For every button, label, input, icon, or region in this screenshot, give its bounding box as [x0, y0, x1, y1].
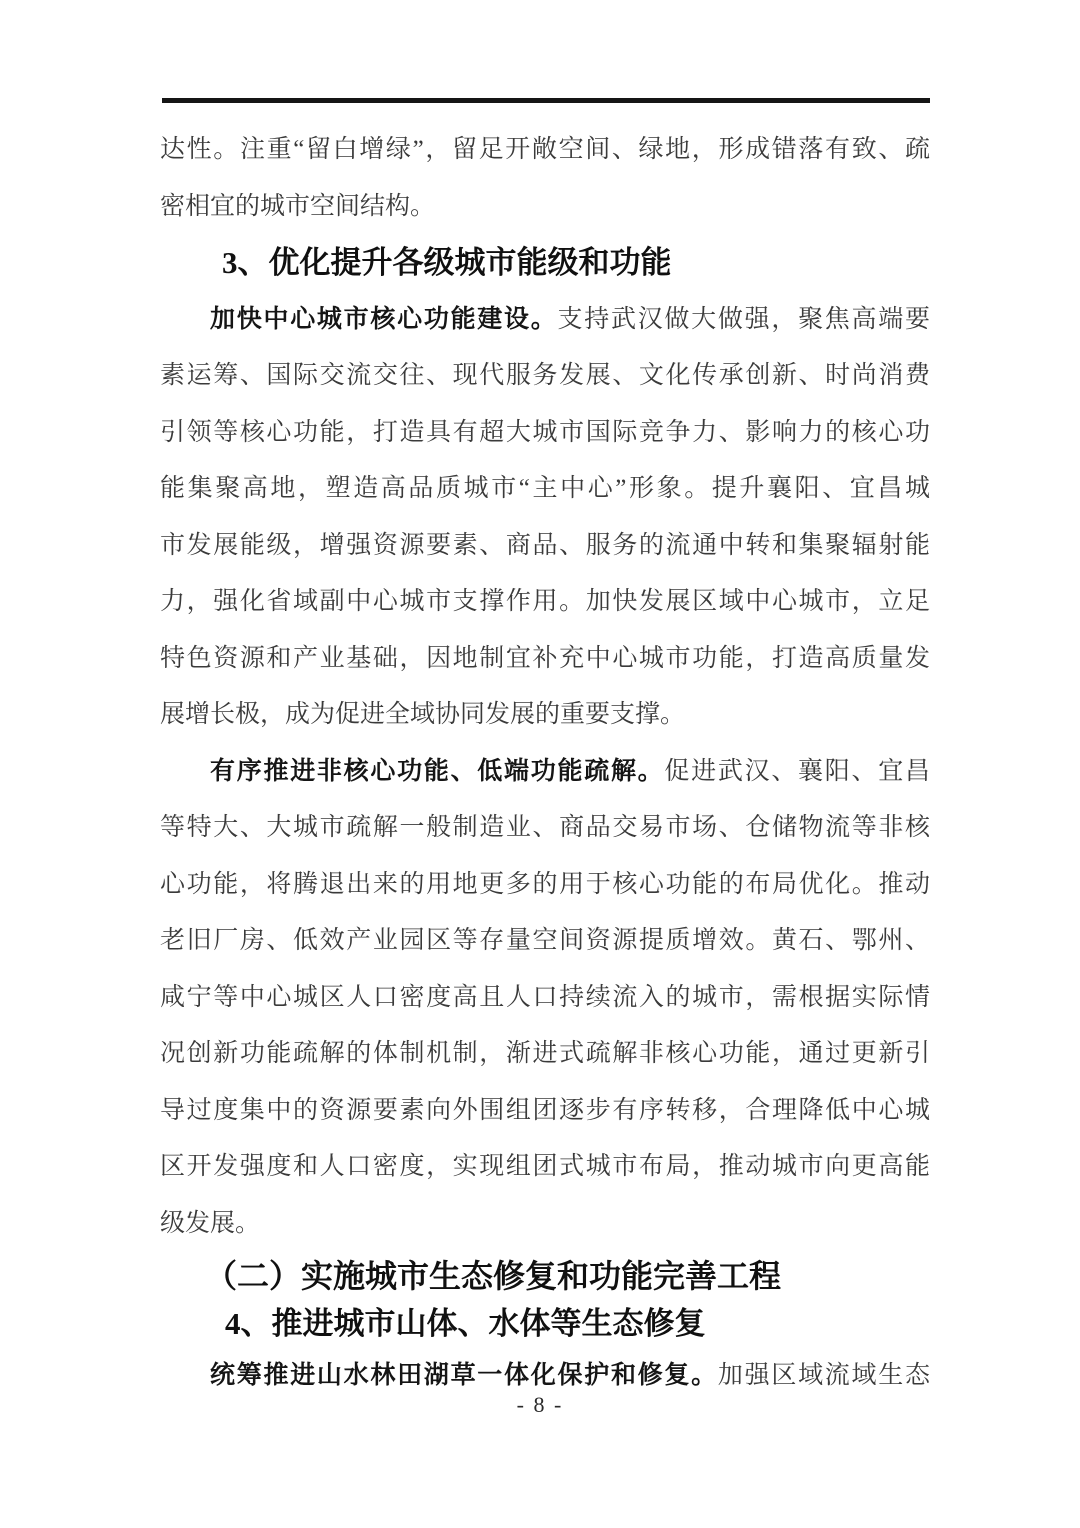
text-line: [160, 292, 930, 349]
text-line: [160, 631, 930, 688]
page-number: - 8 -: [516, 1392, 564, 1417]
line-text: 区开发强度和人口密度，实现组团式城市布局，推动城市向更高能: [160, 1153, 930, 1180]
text-line: [160, 1139, 930, 1196]
text-line: [160, 179, 930, 236]
line-text: 力，强化省域副中心城市支撑作用。加快发展区域中心城市，立足: [160, 588, 930, 615]
text-line: [160, 970, 930, 1027]
text-line: [160, 1196, 930, 1253]
line-text: 况创新功能疏解的体制机制，渐进式疏解非核心功能，通过更新引: [160, 1040, 930, 1067]
line-text: 展增长极，成为促进全域协同发展的重要支撑。: [160, 701, 686, 728]
paragraph-lead: 有序推进非核心功能、低端功能疏解。: [210, 757, 665, 785]
line-text: 达性。注重“留白增绿”，留足开敞空间、绿地，形成错落有致、疏: [160, 136, 930, 163]
text-line: [160, 857, 930, 914]
document-content: [160, 122, 930, 1405]
line-text: 素运筹、国际交流交往、现代服务发展、文化传承创新、时尚消费: [160, 362, 930, 389]
text-line: [160, 461, 930, 518]
text-line: [160, 122, 930, 179]
line-text: 市发展能级，增强资源要素、商品、服务的流通中转和集聚辐射能: [160, 531, 930, 559]
section-heading: [160, 1300, 930, 1348]
line-text: 引领等核心功能，打造具有超大城市国际竞争力、影响力的核心功: [160, 418, 930, 446]
text-line: [160, 913, 930, 970]
line-text: 级发展。: [160, 1209, 261, 1237]
text-line: [160, 1026, 930, 1083]
line-text: 促进武汉、襄阳、宜昌: [664, 757, 930, 785]
line-text: 支持武汉做大做强，聚焦高端要: [557, 305, 930, 333]
line-text: 等特大、大城市疏解一般制造业、商品交易市场、仓储物流等非核: [160, 814, 930, 841]
text-line: [160, 574, 930, 631]
paragraph-lead: 统筹推进山水林田湖草一体化保护和修复。: [210, 1362, 718, 1389]
line-text: （二）实施城市生态修复和功能完善工程: [205, 1258, 782, 1294]
line-text: 老旧厂房、低效产业园区等存量空间资源提质增效。黄石、鄂州、: [160, 927, 930, 954]
text-line: [160, 800, 930, 857]
line-text: 加强区域流域生态: [717, 1362, 930, 1389]
line-text: 3、优化提升各级城市能级和功能: [222, 245, 672, 280]
text-line: [160, 405, 930, 462]
line-text: 4、推进城市山体、水体等生态修复: [225, 1306, 706, 1341]
text-line: [160, 518, 930, 575]
line-text: 能集聚高地，塑造高品质城市“主中心”形象。提升襄阳、宜昌城: [160, 475, 930, 502]
text-line: [160, 1083, 930, 1140]
line-text: 心功能，将腾退出来的用地更多的用于核心功能的布局优化。推动: [160, 870, 930, 898]
header-rule: [162, 98, 930, 103]
section-heading: [160, 1252, 930, 1300]
line-text: 咸宁等中心城区人口密度高且人口持续流入的城市，需根据实际情: [160, 983, 930, 1011]
section-heading: [160, 235, 930, 292]
paragraph-lead: 加快中心城市核心功能建设。: [210, 305, 558, 333]
line-text: 密相宜的城市空间结构。: [160, 192, 436, 220]
text-line: [160, 687, 930, 744]
line-text: 特色资源和产业基础，因地制宜补充中心城市功能，打造高质量发: [160, 644, 930, 672]
text-line: [160, 744, 930, 801]
line-text: 导过度集中的资源要素向外围组团逐步有序转移，合理降低中心城: [160, 1096, 930, 1124]
text-line: [160, 348, 930, 405]
